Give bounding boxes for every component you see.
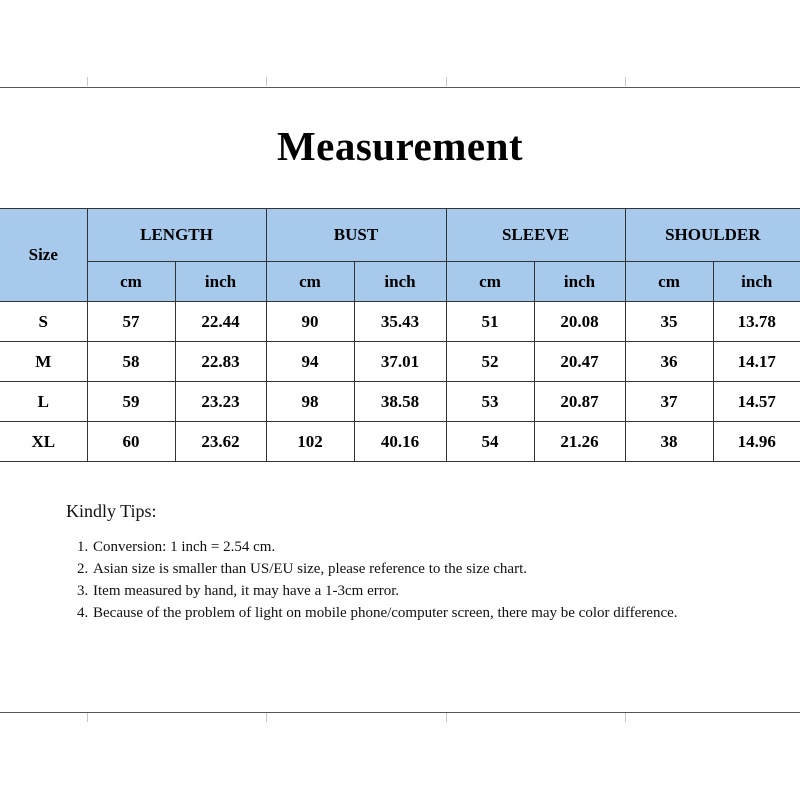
table-cell: 14.96 <box>713 422 800 462</box>
ruler-tick <box>266 77 267 86</box>
ruler-tick <box>625 77 626 86</box>
bottom-divider <box>0 712 800 713</box>
table-row <box>0 342 800 382</box>
ruler-tick <box>87 77 88 86</box>
unit-header: inch <box>534 262 625 302</box>
length-header: LENGTH <box>87 209 266 262</box>
unit-header-row <box>0 262 800 302</box>
shoulder-header: SHOULDER <box>625 209 800 262</box>
table-cell: 94 <box>266 342 354 382</box>
table-cell: 51 <box>446 302 534 342</box>
table-cell: 37.01 <box>354 342 446 382</box>
table-cell: 98 <box>266 382 354 422</box>
table-cell: 35 <box>625 302 713 342</box>
table-cell: 21.26 <box>534 422 625 462</box>
table-cell: 13.78 <box>713 302 800 342</box>
unit-header: cm <box>87 262 175 302</box>
table-cell: 23.62 <box>175 422 266 462</box>
table-cell: 37 <box>625 382 713 422</box>
tip-item: 2. Asian size is smaller than US/EU size, please reference to the size chart. <box>92 558 726 580</box>
unit-header: cm <box>625 262 713 302</box>
unit-header: inch <box>175 262 266 302</box>
table-cell: 20.87 <box>534 382 625 422</box>
table-cell: 53 <box>446 382 534 422</box>
unit-header: inch <box>713 262 800 302</box>
tips-heading: Kindly Tips: <box>66 501 157 521</box>
table-cell: 22.83 <box>175 342 266 382</box>
ruler-tick <box>446 77 447 86</box>
unit-header: inch <box>354 262 446 302</box>
table-cell: 35.43 <box>354 302 446 342</box>
tips-list <box>66 536 726 624</box>
table-cell: 58 <box>87 342 175 382</box>
table-cell: 38 <box>625 422 713 462</box>
size-chart-table <box>0 208 800 462</box>
top-divider <box>0 87 800 88</box>
bust-header: BUST <box>266 209 446 262</box>
tip-item: 3. Item measured by hand, it may have a 1-3cm error. <box>92 580 726 602</box>
tip-item: 4. Because of the problem of light on mobile phone/computer screen, there may be color difference. <box>92 602 726 624</box>
unit-header: cm <box>266 262 354 302</box>
table-cell: 52 <box>446 342 534 382</box>
table-row <box>0 422 800 462</box>
table-cell: 40.16 <box>354 422 446 462</box>
table-cell: 20.47 <box>534 342 625 382</box>
ruler-tick <box>446 713 447 722</box>
unit-header: cm <box>446 262 534 302</box>
table-cell: 38.58 <box>354 382 446 422</box>
table-cell: 36 <box>625 342 713 382</box>
page-title: Measurement <box>276 123 524 169</box>
group-header-row <box>0 209 800 262</box>
tip-item: 1. Conversion: 1 inch = 2.54 cm. <box>92 536 726 558</box>
table-cell: 14.17 <box>713 342 800 382</box>
size-label: M <box>0 342 87 382</box>
table-cell: 22.44 <box>175 302 266 342</box>
tips-section <box>66 500 726 624</box>
size-column-header: Size <box>0 209 87 302</box>
size-label: S <box>0 302 87 342</box>
ruler-tick <box>87 713 88 722</box>
table-row <box>0 302 800 342</box>
table-row <box>0 382 800 422</box>
size-label: L <box>0 382 87 422</box>
table-cell: 102 <box>266 422 354 462</box>
table-cell: 59 <box>87 382 175 422</box>
ruler-tick <box>266 713 267 722</box>
table-cell: 20.08 <box>534 302 625 342</box>
size-label: XL <box>0 422 87 462</box>
table-cell: 23.23 <box>175 382 266 422</box>
table-cell: 57 <box>87 302 175 342</box>
sleeve-header: SLEEVE <box>446 209 625 262</box>
table-cell: 54 <box>446 422 534 462</box>
table-cell: 14.57 <box>713 382 800 422</box>
table-cell: 90 <box>266 302 354 342</box>
table-cell: 60 <box>87 422 175 462</box>
ruler-tick <box>625 713 626 722</box>
